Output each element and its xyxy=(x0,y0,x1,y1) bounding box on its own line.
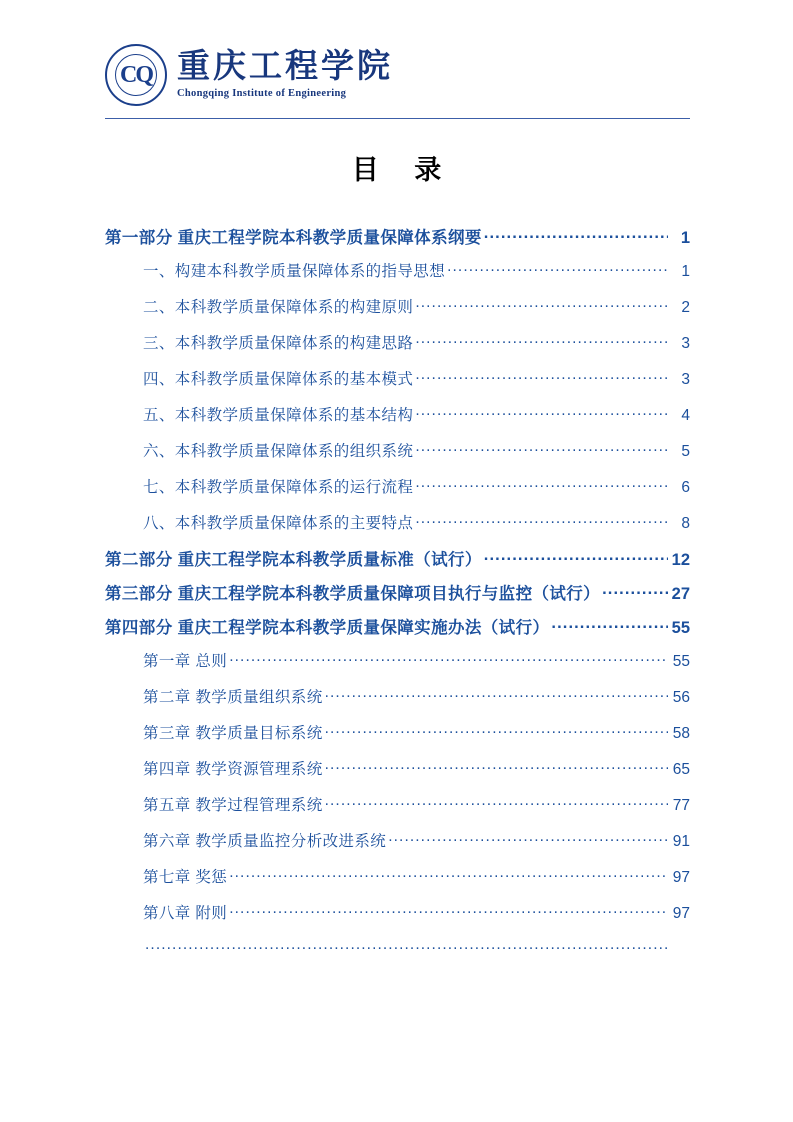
toc-entry-label: 第一部分 重庆工程学院本科教学质量保障体系纲要 xyxy=(105,228,482,247)
toc-entry-label: 五、本科教学质量保障体系的基本结构 xyxy=(143,407,414,424)
toc-leader-dots xyxy=(484,548,668,565)
toc-entry-label: 七、本科教学质量保障体系的运行流程 xyxy=(143,479,414,496)
toc-leader-dots xyxy=(325,795,668,811)
toc-entry[interactable] xyxy=(143,714,690,750)
toc-entry[interactable] xyxy=(105,220,690,252)
toc-entry-label: 一、构建本科教学质量保障体系的指导思想 xyxy=(143,263,446,280)
toc-entry-page: 65 xyxy=(672,761,690,778)
logo-english-name: Chongqing Institute of Engineering xyxy=(177,87,347,99)
toc-entry-label: 第二部分 重庆工程学院本科教学质量标准（试行） xyxy=(105,550,482,569)
toc-entry-page: 3 xyxy=(681,335,690,352)
toc-entry-label: 第六章 教学质量监控分析改进系统 xyxy=(143,833,387,850)
toc-leader-dots xyxy=(145,939,668,955)
toc-entry-page: 77 xyxy=(672,797,690,814)
toc-leader-dots xyxy=(447,261,668,277)
logo-text-block xyxy=(177,48,393,100)
toc-leader-dots xyxy=(325,723,668,739)
header-divider xyxy=(105,118,690,119)
toc-leader-dots xyxy=(415,369,668,385)
toc-entry-page: 55 xyxy=(671,618,690,637)
toc-entry-label: 第七章 奖惩 xyxy=(143,869,228,886)
toc-entry-page: 8 xyxy=(681,515,690,532)
toc-leader-dots xyxy=(229,903,668,919)
toc-entry[interactable] xyxy=(105,610,690,642)
toc-leader-dots xyxy=(415,297,668,313)
toc-entry[interactable] xyxy=(143,786,690,822)
toc-entry-label: 三、本科教学质量保障体系的构建思路 xyxy=(143,335,414,352)
toc-leader-dots xyxy=(229,867,668,883)
toc-entry-label: 二、本科教学质量保障体系的构建原则 xyxy=(143,299,414,316)
toc-entry-label: 第八章 附则 xyxy=(143,905,228,922)
toc-entry[interactable] xyxy=(143,858,690,894)
toc-entry[interactable] xyxy=(143,396,690,432)
toc-entry-label: 第四章 教学资源管理系统 xyxy=(143,761,323,778)
toc-entry-page: 58 xyxy=(672,725,690,742)
toc-entry-page: 3 xyxy=(681,371,690,388)
toc-entry-label: 四、本科教学质量保障体系的基本模式 xyxy=(143,371,414,388)
toc-leader-dots xyxy=(415,477,668,493)
table-of-contents xyxy=(105,218,690,963)
toc-leader-dots xyxy=(415,405,668,421)
toc-entry-label: 第三部分 重庆工程学院本科教学质量保障项目执行与监控（试行） xyxy=(105,584,601,603)
toc-leader-dots xyxy=(325,687,668,703)
toc-entry-label: 第五章 教学过程管理系统 xyxy=(143,797,323,814)
logo-emblem-icon xyxy=(105,44,167,106)
toc-entry-page: 97 xyxy=(672,905,690,922)
toc-entry[interactable] xyxy=(105,542,690,574)
toc-entry-label: 六、本科教学质量保障体系的组织系统 xyxy=(143,443,414,460)
toc-entry[interactable] xyxy=(143,360,690,396)
toc-leader-dots xyxy=(415,441,668,457)
toc-entry[interactable] xyxy=(143,642,690,678)
toc-entry[interactable] xyxy=(143,930,690,963)
toc-leader-dots xyxy=(229,651,668,667)
toc-entry-label: 第一章 总则 xyxy=(143,653,228,670)
page-title: 目 录 xyxy=(351,155,456,185)
toc-entry[interactable] xyxy=(143,504,690,540)
toc-leader-dots xyxy=(388,831,668,847)
toc-entry[interactable] xyxy=(143,678,690,714)
toc-leader-dots xyxy=(415,333,668,349)
toc-leader-dots xyxy=(602,582,668,599)
toc-entry-page: 1 xyxy=(680,228,690,247)
toc-entry-page: 4 xyxy=(681,407,690,424)
toc-entry-page: 5 xyxy=(681,443,690,460)
toc-entry-label: 第四部分 重庆工程学院本科教学质量保障实施办法（试行） xyxy=(105,618,550,637)
logo-emblem-glyph: CQ xyxy=(120,61,152,88)
toc-entry[interactable] xyxy=(143,822,690,858)
toc-entry-page: 55 xyxy=(672,653,690,670)
institution-logo xyxy=(105,40,690,110)
toc-entry[interactable] xyxy=(143,750,690,786)
toc-entry-label: 第二章 教学质量组织系统 xyxy=(143,689,323,706)
toc-entry-page: 56 xyxy=(672,689,690,706)
toc-leader-dots xyxy=(325,759,668,775)
toc-entry-page: 12 xyxy=(671,550,690,569)
toc-entry[interactable] xyxy=(143,894,690,930)
toc-leader-dots xyxy=(551,616,668,633)
toc-entry[interactable] xyxy=(105,576,690,608)
toc-entry-page: 6 xyxy=(681,479,690,496)
logo-chinese-name: 重庆工程学院 xyxy=(177,48,393,85)
toc-entry-page: 2 xyxy=(681,299,690,316)
document-header xyxy=(105,40,690,120)
toc-entry-page: 91 xyxy=(672,833,690,850)
toc-entry-label: 第三章 教学质量目标系统 xyxy=(143,725,323,742)
toc-entry[interactable] xyxy=(143,288,690,324)
toc-entry-page: 97 xyxy=(672,869,690,886)
toc-entry-page: 1 xyxy=(681,263,690,280)
toc-leader-dots xyxy=(415,513,668,529)
toc-entry[interactable] xyxy=(143,252,690,288)
toc-leader-dots xyxy=(484,226,668,243)
toc-entry[interactable] xyxy=(143,432,690,468)
toc-entry-label: 八、本科教学质量保障体系的主要特点 xyxy=(143,515,414,532)
toc-entry[interactable] xyxy=(143,468,690,504)
toc-entry[interactable] xyxy=(143,324,690,360)
toc-entry-page: 27 xyxy=(671,584,690,603)
